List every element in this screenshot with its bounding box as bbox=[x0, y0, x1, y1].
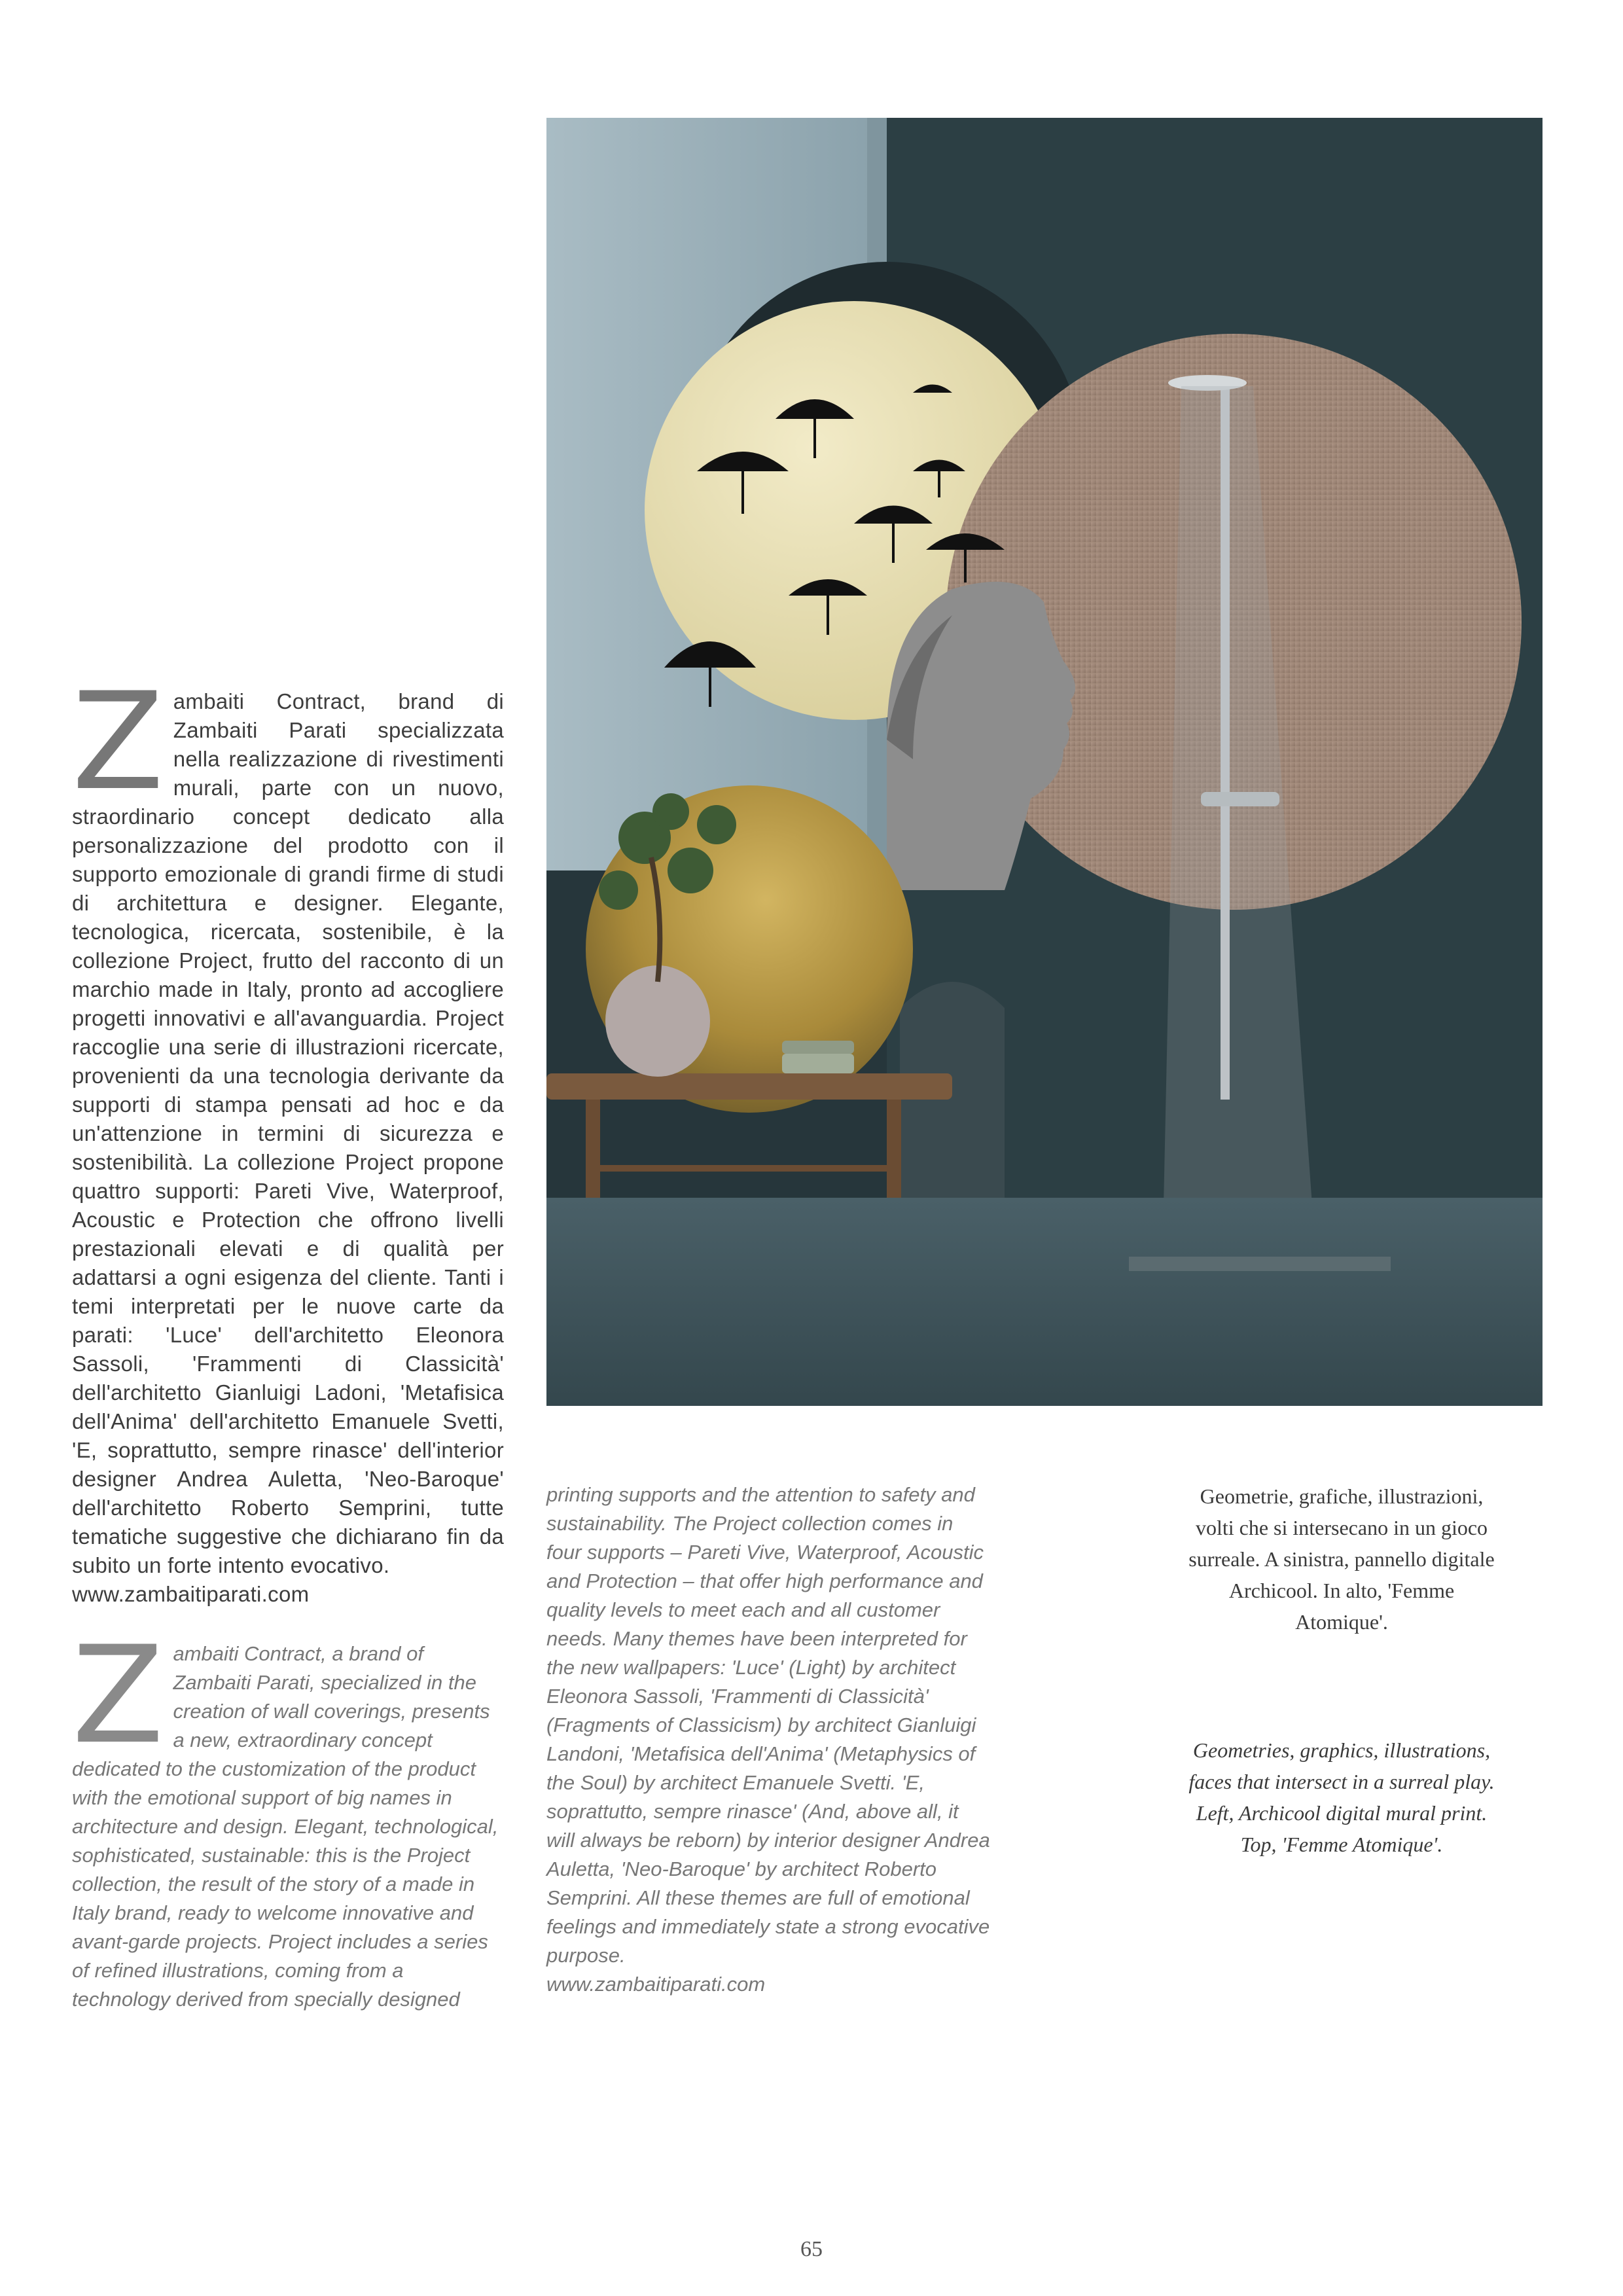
italian-article bbox=[72, 664, 504, 1609]
feature-illustration bbox=[546, 118, 1543, 1406]
dropcap-italian: Z bbox=[72, 664, 164, 820]
plant-pot bbox=[605, 965, 710, 1077]
floor bbox=[546, 1198, 1543, 1406]
italian-website-link[interactable]: www.zambaitiparati.com bbox=[72, 1582, 310, 1606]
english-body-1: ambaiti Contract, a brand of Zambaiti Parati, specialized in the creation of wall coverings, presents a new, extraordinary concept dedicated to the customization of the product with the emotional support of big names in architecture and design. Elegant, technological, sophisticated, sustainable: this is the Project collection, the result of the story of a made in Italy brand, ready to welcome innovative and avant-garde projects. Project includes a series of refined illustrations, coming from a technology derived from specially designed bbox=[72, 1642, 499, 2011]
english-website-link[interactable]: www.zambaitiparati.com bbox=[546, 1973, 766, 1996]
bench bbox=[546, 1073, 952, 1100]
english-body-2: printing supports and the attention to safety and sustainability. The Project collection comes in four supports – Pareti Vive, Waterproof, Acoustic and Protection – that offer high performance and quality levels to meet each and all customer needs. Many themes have been interpreted for the new wallpapers: 'Luce' (Light) by architect Eleonora Sassoli, 'Frammenti di Classicità' (Fragments of Classicism) by architect Gianluigi Landoni, 'Metafisica dell'Anima' (Metaphysics of the Soul) by architect Emanuele Svetti. 'E, soprattutto, sempre rinasce' (And, above all, it will always be reborn) by interior designer Andrea Auletta, 'Neo-Baroque' by architect Roberto Semprini. All these themes are full of emotional feelings and immediately state a strong evocative purpose. bbox=[546, 1483, 990, 1967]
english-article-part1 bbox=[72, 1618, 504, 2014]
dropcap-english: Z bbox=[72, 1618, 164, 1774]
caption-english: Geometries, graphics, illustrations, faces that intersect in a surreal play. Left, Archicool digital mural print. Top, 'Femme Atomique'. bbox=[1188, 1738, 1495, 1856]
caption-italian: Geometrie, grafiche, illustrazioni, volti che si intersecano in un gioco surreale. A sinistra, pannello digitale Archicool. In alto, 'Femme Atomique'. bbox=[1188, 1484, 1495, 1634]
page-number: 65 bbox=[800, 2237, 823, 2261]
english-article-part2 bbox=[546, 1480, 991, 1999]
wallpaper-scene bbox=[546, 118, 1543, 1406]
italian-body: ambaiti Contract, brand di Zambaiti Parati specializzata nella realizzazione di rivestimenti murali, parte con un nuovo, straordinario concept dedicato alla personalizzazione del prodotto con il supporto emozionale di grandi firme di studi di architettura e designer. Elegante, tecnologica, ricercata, sostenibile, è la collezione Project, frutto del racconto di un marchio made in Italy, pronto ad accogliere progetti innovativi e all'avanguardia. Project raccoglie una serie di illustrazioni ricercate, provenienti da una tecnologia derivante da supporti di stampa pensati ad hoc e da un'attenzione in termini di sicurezza e sostenibilità. La collezione Project propone quattro supporti: Pareti Vive, Waterproof, Acoustic e Protection che offrono livelli prestazionali elevati e di qualità per adattarsi a ogni esigenza del cliente. Tanti i temi interpretati per le nuove carte da parati: 'Luce' dell'architetto Eleonora Sassoli, 'Frammenti di Classicità' dell'architetto Gianluigi Ladoni, 'Metafisica dell'Anima' dell'architetto Emanuele Svetti, 'E, soprattutto, sempre rinasce' dell'interior designer Andrea Auletta, 'Neo-Baroque' dell'architetto Roberto Semprini, tutte tematiche suggestive che dichiarano fin da subito un forte intento evocativo. bbox=[72, 689, 504, 1577]
